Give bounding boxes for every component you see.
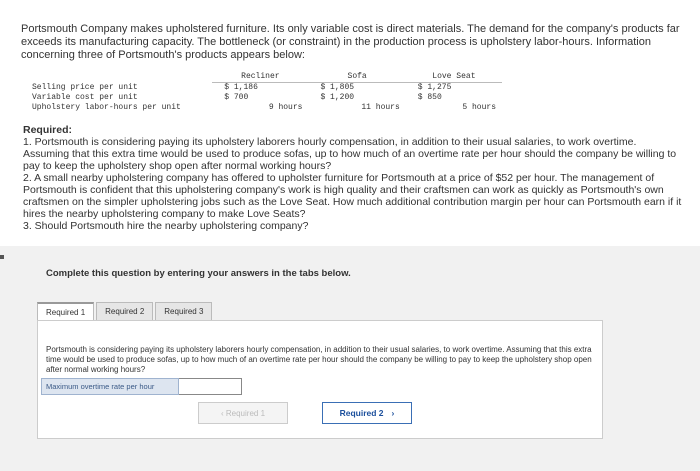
next-button[interactable] (322, 402, 412, 424)
instruction-text: Complete this question by entering your answers in the tabs below. (46, 268, 351, 279)
margin-marker (0, 255, 4, 259)
question-2: 2. A small nearby upholstering company has offered to upholster furniture for Portsmouth at a price of $52 per hour. The management of Portsmouth is confident that this upholstering company's work is high quality and their craftsmen can work as quickly as Portsmouth's own craftsmen on the simpler upholstering jobs such as the Love Seat. How much additional contribution margin per hour can Portsmouth earn if it hires the nearby upholstering company to make Love Seats? (23, 172, 682, 220)
table-header-row (32, 72, 502, 83)
table-cell: $ 1,275 (417, 83, 452, 92)
column-header: Love Seat (406, 72, 502, 83)
next-button-label: Required 2 (339, 408, 384, 418)
table-cell: $ 1,805 (320, 83, 355, 92)
question-1: 1. Portsmouth is considering paying its upholstery laborers hourly compensation, in addition to their usual salaries, to work overtime. Assuming that this extra time would be used to produce sofas, up to how much of an overtime rate per hour should the company be willing to pay to keep the upholstery shop open after normal working hours? (23, 136, 677, 172)
tab-required-2[interactable]: Required 2 (96, 302, 153, 321)
product-data-table (32, 72, 502, 113)
column-header: Recliner (212, 72, 308, 83)
table-cell: $ 700 (224, 93, 249, 102)
chevron-right-icon: › (391, 408, 395, 418)
tab-required-3[interactable]: Required 3 (155, 302, 212, 321)
required-section (23, 124, 683, 232)
chevron-left-icon: ‹ (220, 408, 226, 418)
table-cell: $ 1,200 (320, 93, 355, 102)
answer-tabs (37, 302, 212, 321)
tab-required-1[interactable]: Required 1 (37, 302, 94, 321)
question-3: 3. Should Portsmouth hire the nearby upholstering company? (23, 220, 309, 232)
overtime-rate-input[interactable] (179, 378, 242, 395)
table-row (32, 83, 502, 94)
table-cell: $ 850 (417, 93, 442, 102)
table-row (32, 93, 502, 103)
row-label: Upholstery labor-hours per unit (32, 103, 181, 112)
previous-button[interactable] (198, 402, 288, 424)
row-label: Selling price per unit (32, 82, 138, 92)
table-cell: 11 hours (361, 103, 400, 112)
tab-question-text: Portsmouth is considering paying its upholstery laborers hourly compensation, in addition to their usual salaries, to work overtime. Assuming that this extra time would be used to produce sofas, up to how much of an overtime rate per hour should the company be willing to pay to keep the upholstery shop open after normal working hours? (46, 345, 592, 374)
field-label: Maximum overtime rate per hour (41, 378, 179, 395)
previous-button-label: Required 1 (225, 408, 266, 418)
table-cell: $ 1,186 (224, 83, 258, 92)
required-heading: Required: (23, 124, 73, 136)
row-label: Variable cost per unit (32, 93, 138, 102)
tab-content (37, 320, 603, 439)
table-cell: 9 hours (268, 103, 303, 112)
problem-intro: Portsmouth Company makes upholstered furniture. Its only variable cost is direct materials. The demand for the company's products far exceeds its manufacturing capacity. The bottleneck (or constraint) in the production process is upholstery labor-hours. Information concerning three of Portsmouth's products appears below: (21, 23, 680, 61)
answer-row (41, 378, 242, 395)
table-row (32, 103, 502, 113)
column-header: Sofa (308, 72, 405, 83)
table-cell: 5 hours (462, 103, 496, 112)
